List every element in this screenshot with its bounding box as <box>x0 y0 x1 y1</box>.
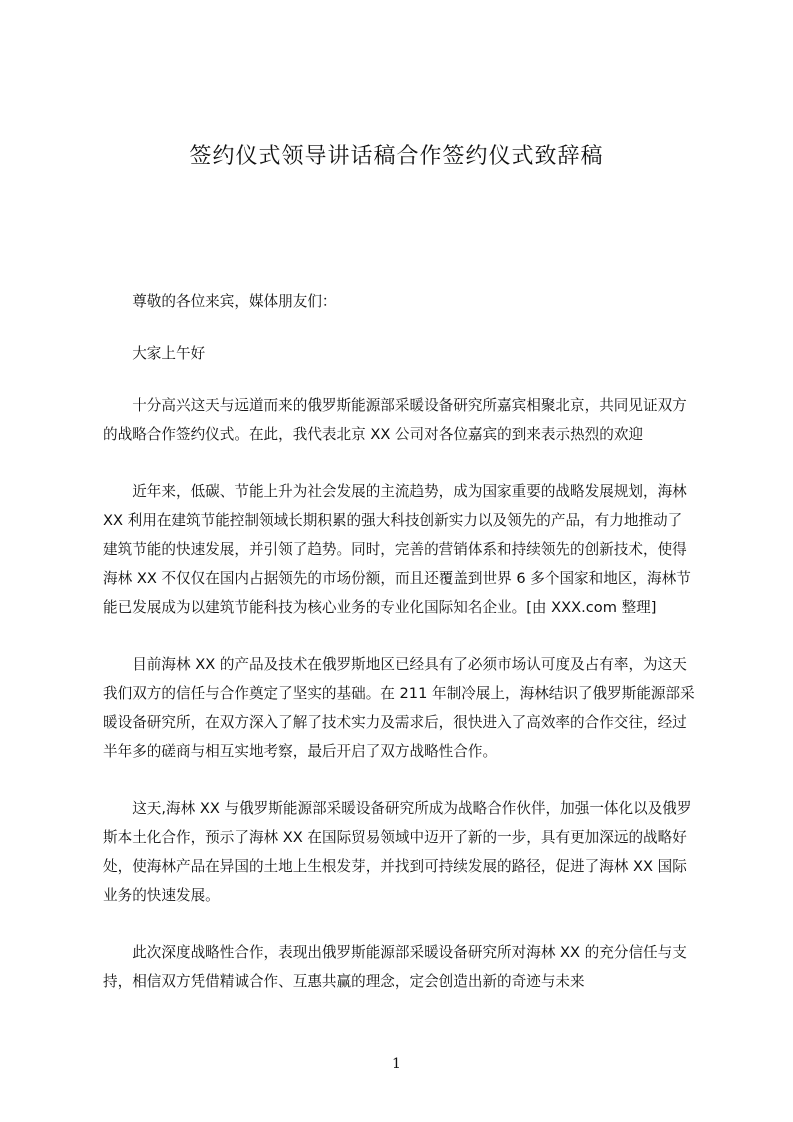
body-paragraph-cooperation-history: 目前海林 XX 的产品及技术在俄罗斯地区已经具有了必须市场认可度及占有率，为这天我们双方的信任与合作奠定了坚实的基础。在 211 年制冷展上，海林结识了俄罗斯能源部采暖设备研究所，在双方深入了解了技术实力及需求后，很快进入了高效率的合作交往，经过半年多的磋商与相互实地考察，最后开启了双方战略性合作。 <box>103 656 695 760</box>
document-body <box>103 287 695 1024</box>
body-paragraph-partnership: 这天,海林 XX 与俄罗斯能源部采暖设备研究所成为战略合作伙伴，加强一体化以及俄罗斯本土化合作，预示了海林 XX 在国际贸易领域中迈开了新的一步，具有更加深远的战略好处，使海林产品在异国的土地上生根发芽，并找到可持续发展的路径，促进了海林 XX 国际业务的快速发展。 <box>103 800 692 904</box>
page-number: 1 <box>392 1056 401 1072</box>
body-paragraph-welcome: 十分高兴这天与远道而来的俄罗斯能源部采暖设备研究所嘉宾相聚北京，共同见证双方的战略合作签约仪式。在此，我代表北京 XX 公司对各位嘉宾的到来表示热烈的欢迎 <box>103 397 687 443</box>
document-title: 签约仪式领导讲话稿合作签约仪式致辞稿 <box>189 144 604 169</box>
salutation-paragraph: 尊敬的各位来宾，媒体朋友们： <box>132 293 337 310</box>
body-paragraph-background: 近年来，低碳、节能上升为社会发展的主流趋势，成为国家重要的战略发展规划，海林 XX 利用在建筑节能控制领域长期积累的强大科技创新实力以及领先的产品，有力地推动了建筑节能的快速发展，并引领了趋势。同时，完善的营销体系和持续领先的创新技术，使得海林 XX 不仅仅在国内占据领先的市场份额，而且还覆盖到世界 6 多个国家和地区，海林节能已发展成为以建筑节能科技为核心业务的专业化国际知名企业。[由 XXX.com 整理] <box>103 483 691 616</box>
body-paragraph-closing: 此次深度战略性合作，表现出俄罗斯能源部采暖设备研究所对海林 XX 的充分信任与支持，相信双方凭借精诚合作、互惠共赢的理念，定会创造出新的奇迹与未来 <box>103 944 687 990</box>
greeting-paragraph: 大家上午好 <box>132 345 206 362</box>
